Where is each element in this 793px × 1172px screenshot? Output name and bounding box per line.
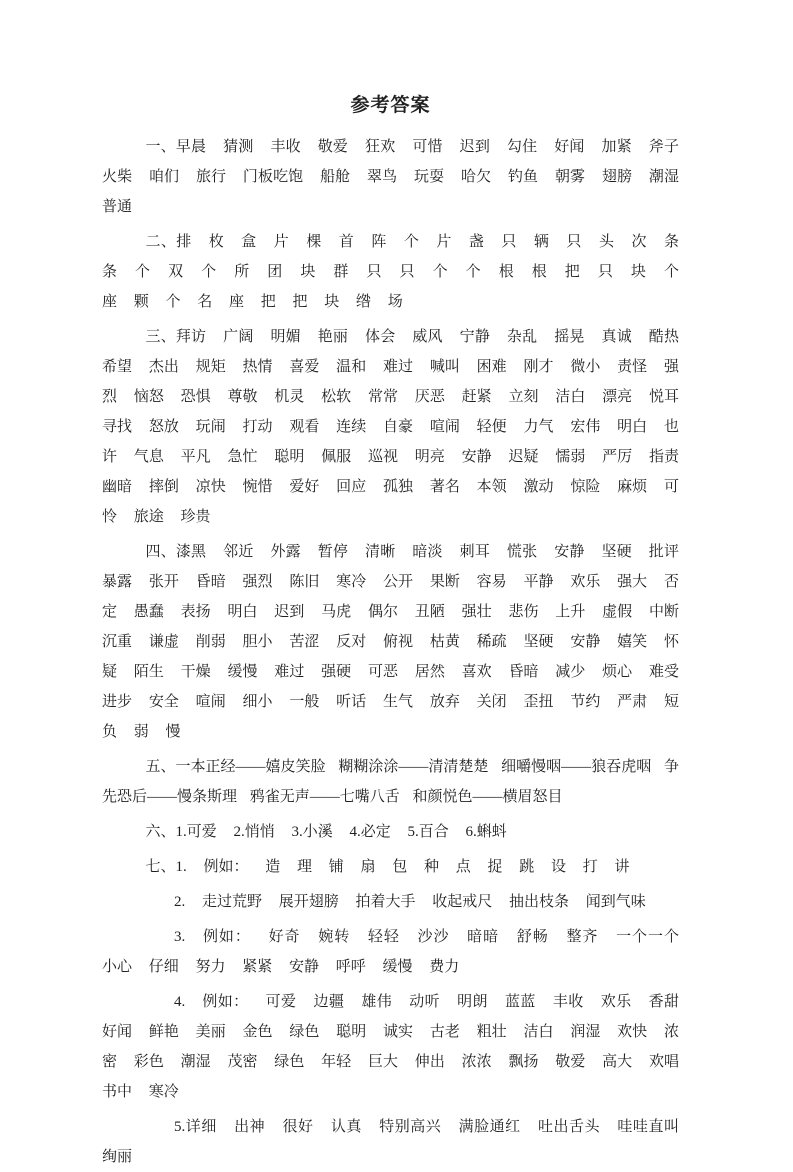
item-7-5-words: 详细 出神 很好 认真 特别高兴 满脸通红 吐出舌头 哇哇直叫 绚丽 [102, 1119, 679, 1165]
section-3-words: 拜访 广阔 明媚 艳丽 体会 威风 宁静 杂乱 摇晃 真诚 酷热 希望 杰出 规矩 热情 喜爱 温和 难过 喊叫 困难 刚才 微小 责怪 强烈 恼怒 恐惧 尊敬 机灵 松软 常常 厌恶 赶紧 立刻 洁白 漂亮 悦耳 寻找 怒放 玩闹 打动 观看 连续 自豪 喧闹 轻便 力气 宏伟 明白 也许 气息 平凡 急忙 聪明 佩服 巡视 明亮 安静 迟疑 懦弱 严厉 指责 幽暗 摔倒 凉快 惋惜 爱好 回应 孤独 著名 本领 激动 惊险 麻烦 可怜 旅途 珍贵 [102, 329, 679, 525]
answer-section-7-item-2 [102, 887, 679, 917]
answer-section-3 [102, 322, 679, 532]
item-7-2-words: 走过荒野 展开翅膀 拍着大手 收起戒尺 抽出枝条 闻到气味 [202, 894, 646, 910]
item-7-4-number: 4. [174, 994, 186, 1010]
section-6-label: 六、 [145, 824, 176, 840]
answer-section-7-item-5 [102, 1112, 679, 1172]
section-3-label: 三、 [145, 329, 176, 345]
item-7-3-words: 例如： 好奇 婉转 轻轻 沙沙 暗暗 舒畅 整齐 一个一个 小心 仔细 努力 紧紧 安静 呼呼 缓慢 费力 [102, 929, 679, 975]
section-4-words: 漆黑 邻近 外露 暂停 清晰 暗淡 刺耳 慌张 安静 坚硬 批评 暴露 张开 昏暗 强烈 陈旧 寒冷 公开 果断 容易 平静 欢乐 强大 否定 愚蠢 表扬 明白 迟到 马虎 偶尔 丑陋 强壮 悲伤 上升 虚假 中断 沉重 谦虚 削弱 胆小 苦涩 反对 俯视 枯黄 稀疏 坚硬 安静 嬉笑 怀疑 陌生 干燥 缓慢 难过 强硬 可恶 居然 喜欢 昏暗 减少 烦心 难受 进步 安全 喧闹 细小 一般 听话 生气 放弃 关闭 歪扭 节约 严肃 短 负 弱 慢 [102, 544, 679, 740]
section-2-words: 排 枚 盒 片 棵 首 阵 个 片 盏 只 辆 只 头 次 条 条 个 双 个 所 团 块 群 只 只 个 个 根 根 把 只 块 个 座 颗 个 名 座 把 把 块 绺 场 [102, 234, 679, 310]
answer-section-7-item-3 [102, 922, 679, 982]
page-title: 参考答案 [350, 95, 431, 116]
answer-section-4 [102, 537, 679, 747]
section-2-label: 二、 [145, 234, 177, 250]
section-4-label: 四、 [145, 544, 176, 560]
item-7-2-number: 2. [174, 894, 186, 910]
answer-section-2 [102, 227, 679, 317]
item-7-3-number: 3. [174, 929, 186, 945]
item-7-1-words: 例如： 造 理 铺 扇 包 种 点 捉 跳 设 打 讲 [203, 859, 630, 875]
section-5-label: 五、 [145, 759, 176, 775]
answer-section-7-item-4 [102, 987, 679, 1107]
item-7-5-number: 5. [174, 1119, 186, 1135]
answer-section-7-item-1 [102, 852, 679, 882]
section-6-words: 1.可爱 2.悄悄 3.小溪 4.必定 5.百合 6.蝌蚪 [175, 824, 507, 840]
answer-section-6 [102, 817, 679, 847]
section-1-label: 一、 [145, 139, 176, 155]
section-5-words: 一本正经——嬉皮笑脸 糊糊涂涂——清清楚楚 细嚼慢咽——狼吞虎咽 争先恐后——慢条斯理 鸦雀无声——七嘴八舌 和颜悦色——横眉怒目 [102, 759, 679, 805]
item-7-1-number: 1. [175, 859, 187, 875]
item-7-4-words: 例如： 可爱 边疆 雄伟 动听 明朗 蓝蓝 丰收 欢乐 香甜 好闻 鲜艳 美丽 金色 绿色 聪明 诚实 古老 粗壮 洁白 润湿 欢快 浓密 彩色 潮湿 茂密 绿色 年轻 巨大 伸出 浓浓 飘扬 敬爱 高大 欢唱 书中 寒冷 [102, 994, 679, 1100]
answer-section-5 [102, 752, 679, 812]
section-7-label: 七、 [145, 859, 176, 875]
answer-section-1 [102, 132, 679, 222]
section-1-words: 早晨 猜测 丰收 敬爱 狂欢 可惜 迟到 勾住 好闻 加紧 斧子 火柴 咱们 旅行 门板吃饱 船舱 翠鸟 玩耍 哈欠 钓鱼 朝雾 翅膀 潮湿 普通 [102, 139, 679, 215]
